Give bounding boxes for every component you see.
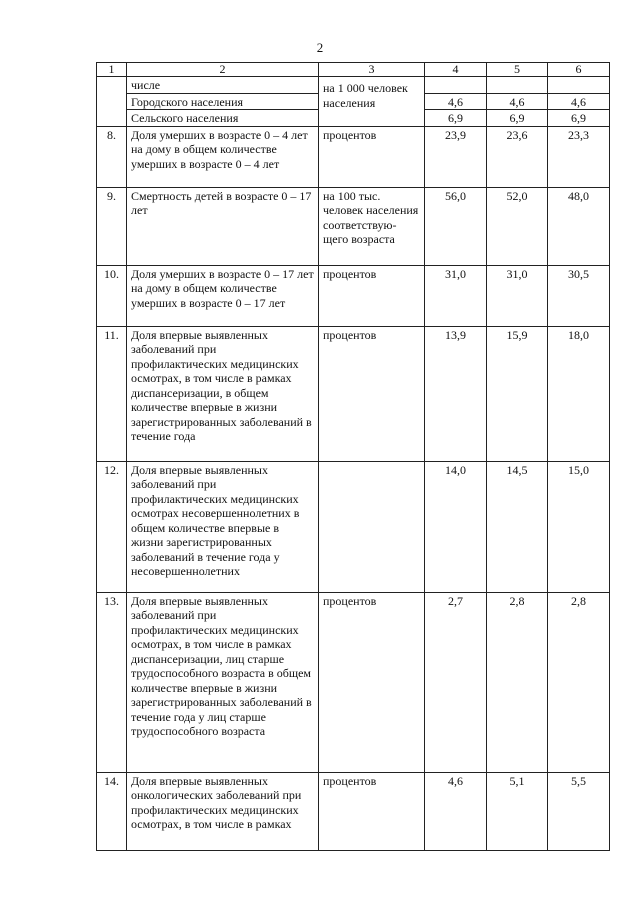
- table-row: [97, 187, 610, 265]
- row-number: 10.: [97, 265, 127, 326]
- value-cell: 30,5: [548, 265, 610, 326]
- rural-label: Сельского населения: [127, 110, 319, 127]
- unit-cell: на 100 тыс. человек населения соответствую-щего возраста: [319, 187, 425, 265]
- indicator-cell: Доля впервые выявленных онкологических заболеваний при профилактических медицинских осмотрах, в том числе в рамках: [127, 772, 319, 850]
- indicator-cell: Доля впервые выявленных заболеваний при профилактических медицинских осмотрах несовершеннолетних в общем количестве впервые в жизни зарегистрированных заболеваний в течение года у несовершеннолетних: [127, 461, 319, 592]
- indicator-cell: Доля впервые выявленных заболеваний при профилактических медицинских осмотрах, в том числе в рамках диспансеризации, в общем количестве впервые в жизни зарегистрированных заболеваний в течение года: [127, 326, 319, 461]
- value-cell: 5,1: [487, 772, 548, 850]
- table-row: [97, 126, 610, 187]
- row-number: 11.: [97, 326, 127, 461]
- indicator-cell: Доля впервые выявленных заболеваний при профилактических медицинских осмотрах, в том числе в рамках диспансеризации, лиц старше трудоспособного возраста в общем количестве впервые в жизни зарегистрированных заболеваний в течение года у лиц старше трудоспособного возраста: [127, 592, 319, 772]
- value-cell: 56,0: [425, 187, 487, 265]
- table-row: [97, 326, 610, 461]
- table-row: [97, 77, 610, 94]
- row-number: 9.: [97, 187, 127, 265]
- table-row: [97, 265, 610, 326]
- value-cell: 48,0: [548, 187, 610, 265]
- unit-cell: на 1 000 человек населения: [319, 77, 425, 127]
- value-cell: 31,0: [425, 265, 487, 326]
- unit-cell: [319, 461, 425, 592]
- value-cell: 5,5: [548, 772, 610, 850]
- value-cell: 2,8: [548, 592, 610, 772]
- table-header-row: [97, 63, 610, 77]
- value-cell: 14,5: [487, 461, 548, 592]
- value-cell: 4,6: [425, 772, 487, 850]
- value-cell: [425, 77, 487, 94]
- table-row: [97, 461, 610, 592]
- indicator-cell: Смертность детей в возрасте 0 – 17 лет: [127, 187, 319, 265]
- header-cell: 1: [97, 63, 127, 77]
- value-cell: 2,7: [425, 592, 487, 772]
- value-cell: 4,6: [487, 93, 548, 110]
- row-number: 13.: [97, 592, 127, 772]
- value-cell: 14,0: [425, 461, 487, 592]
- header-cell: 3: [319, 63, 425, 77]
- value-cell: 6,9: [548, 110, 610, 127]
- indicators-table: [96, 62, 610, 851]
- value-cell: 23,6: [487, 126, 548, 187]
- unit-cell: процентов: [319, 326, 425, 461]
- unit-cell: процентов: [319, 265, 425, 326]
- row-number: 12.: [97, 461, 127, 592]
- value-cell: 13,9: [425, 326, 487, 461]
- unit-cell: процентов: [319, 592, 425, 772]
- value-cell: 15,9: [487, 326, 548, 461]
- value-cell: 4,6: [548, 93, 610, 110]
- value-cell: 6,9: [425, 110, 487, 127]
- value-cell: 31,0: [487, 265, 548, 326]
- header-cell: 6: [548, 63, 610, 77]
- value-cell: 52,0: [487, 187, 548, 265]
- header-cell: 5: [487, 63, 548, 77]
- header-cell: 4: [425, 63, 487, 77]
- value-cell: 6,9: [487, 110, 548, 127]
- table-row: [97, 772, 610, 850]
- indicator-cell: Доля умерших в возрасте 0 – 17 лет на дому в общем количестве умерших в возрасте 0 – 17 лет: [127, 265, 319, 326]
- row-number: 8.: [97, 126, 127, 187]
- indicator-cell: Доля умерших в возрасте 0 – 4 лет на дому в общем количестве умерших в возрасте 0 – 4 лет: [127, 126, 319, 187]
- value-cell: [548, 77, 610, 94]
- value-cell: 4,6: [425, 93, 487, 110]
- value-cell: 23,9: [425, 126, 487, 187]
- page-number: 2: [316, 40, 324, 55]
- row-number: 14.: [97, 772, 127, 850]
- value-cell: 15,0: [548, 461, 610, 592]
- header-cell: 2: [127, 63, 319, 77]
- row-number-cell: [97, 77, 127, 127]
- table-row: [97, 592, 610, 772]
- indicator-fragment: числе: [127, 77, 319, 94]
- value-cell: 2,8: [487, 592, 548, 772]
- value-cell: 18,0: [548, 326, 610, 461]
- value-cell: 23,3: [548, 126, 610, 187]
- urban-label: Городского населения: [127, 93, 319, 110]
- unit-cell: процентов: [319, 772, 425, 850]
- unit-cell: процентов: [319, 126, 425, 187]
- value-cell: [487, 77, 548, 94]
